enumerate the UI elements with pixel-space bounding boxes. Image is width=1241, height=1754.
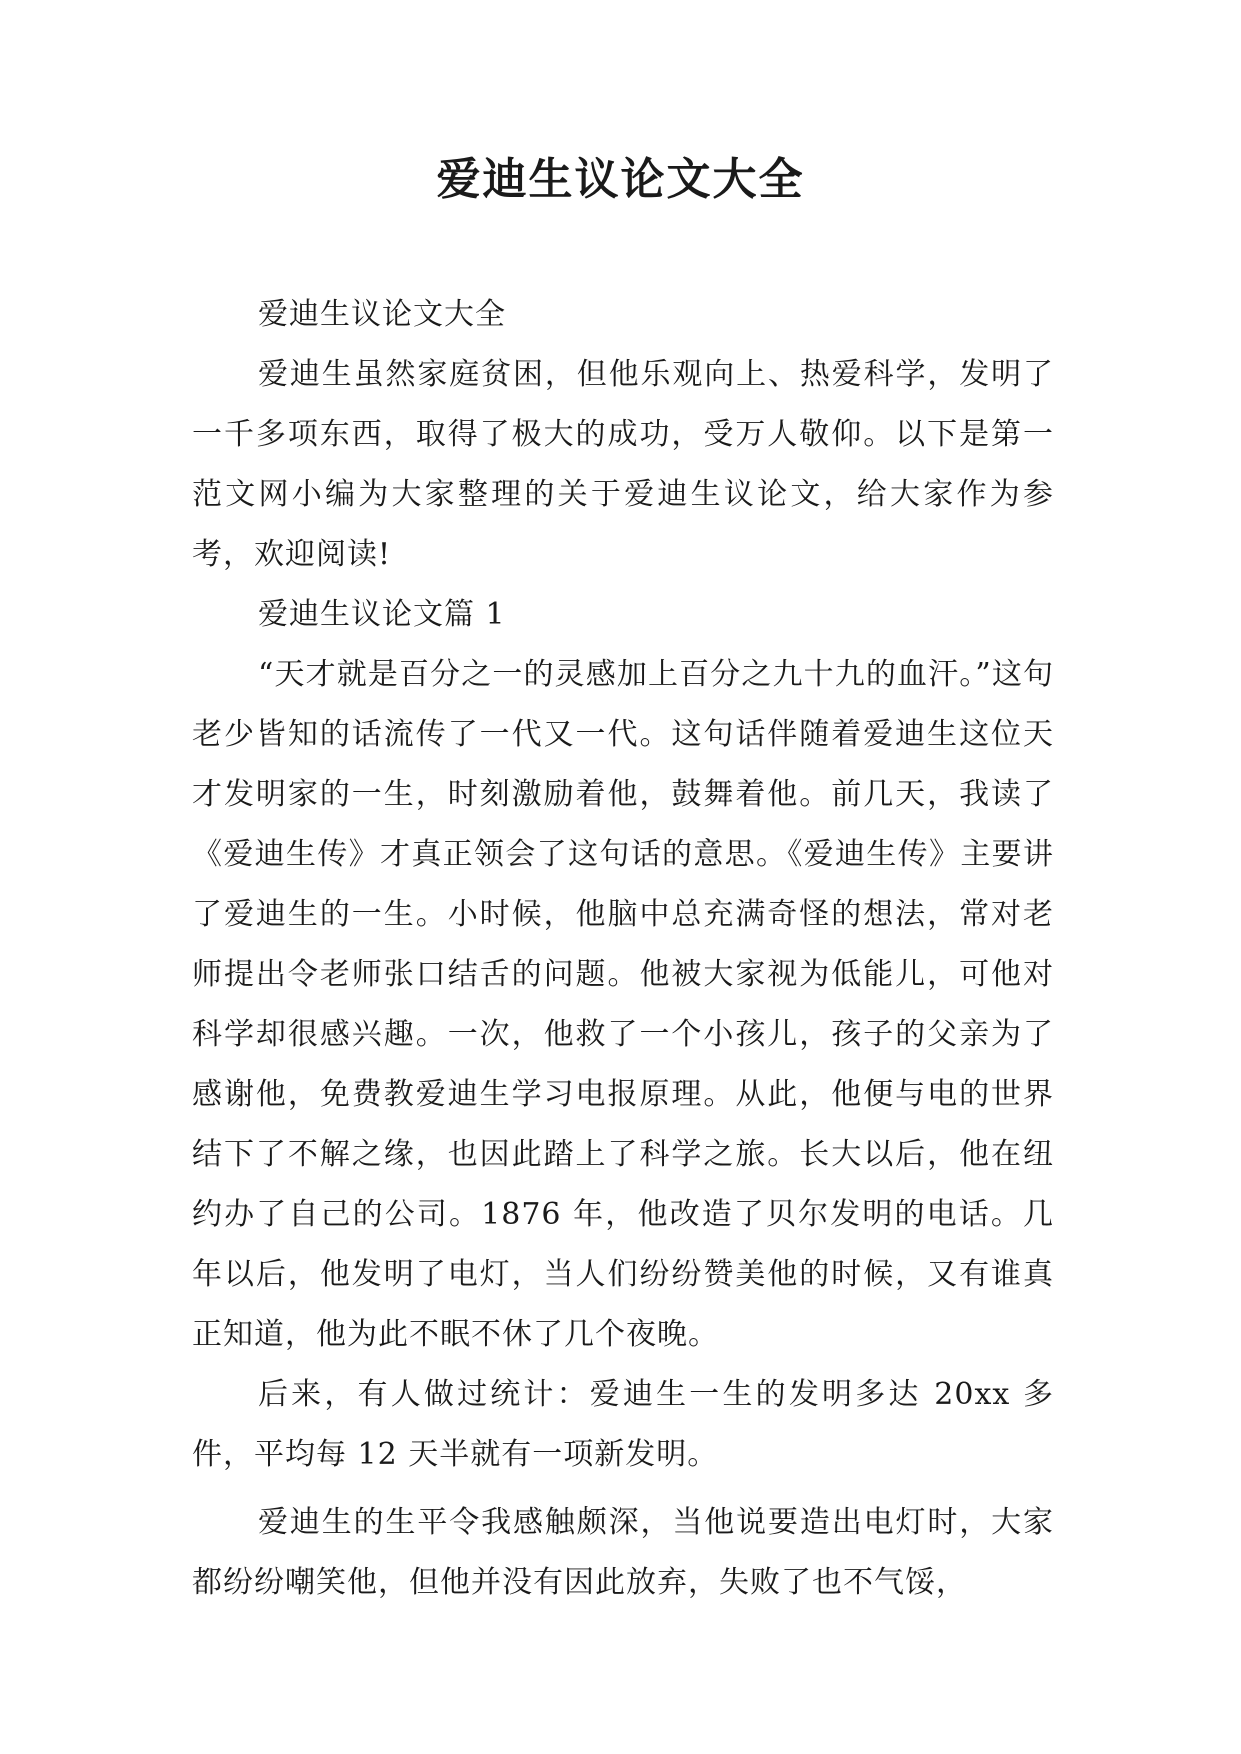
document-body [192,285,1054,1613]
body-paragraph: “天才就是百分之一的灵感加上百分之九十九的血汗。”这句老少皆知的话流传了一代又一代。这句话伴随着爱迪生这位天才发明家的一生，时刻激励着他，鼓舞着他。前几天，我读了《爱迪生传》才真正领会了这句话的意思。《爱迪生传》主要讲了爱迪生的一生。小时候，他脑中总充满奇怪的想法，常对老师提出令老师张口结舌的问题。他被大家视为低能儿，可他对科学却很感兴趣。一次，他救了一个小孩儿，孩子的父亲为了感谢他，免费教爱迪生学习电报原理。从此，他便与电的世界结下了不解之缘，也因此踏上了科学之旅。长大以后，他在纽约办了自己的公司。1876 年，他改造了贝尔发明的电话。几年以后，他发明了电灯，当人们纷纷赞美他的时候，又有谁真正知道，他为此不眠不休了几个夜晚。 [192,657,1054,1352]
subtitle-paragraph: 爱迪生议论文大全 [258,297,506,332]
intro-paragraph: 爱迪生虽然家庭贫困，但他乐观向上、热爱科学，发明了一千多项东西，取得了极大的成功，受万人敬仰。以下是第一范文网小编为大家整理的关于爱迪生议论文，给大家作为参考，欢迎阅读! [192,357,1054,572]
section-heading: 爱迪生议论文篇 1 [258,597,506,632]
document-title: 爱迪生议论文大全 [436,154,805,205]
body-paragraph: 后来，有人做过统计：爱迪生一生的发明多达 20xx 多件，平均每 12 天半就有一项新发明。 [192,1377,1054,1472]
body-paragraph: 爱迪生的生平令我感触颇深，当他说要造出电灯时，大家都纷纷嘲笑他，但他并没有因此放弃，失败了也不气馁， [192,1505,1054,1600]
